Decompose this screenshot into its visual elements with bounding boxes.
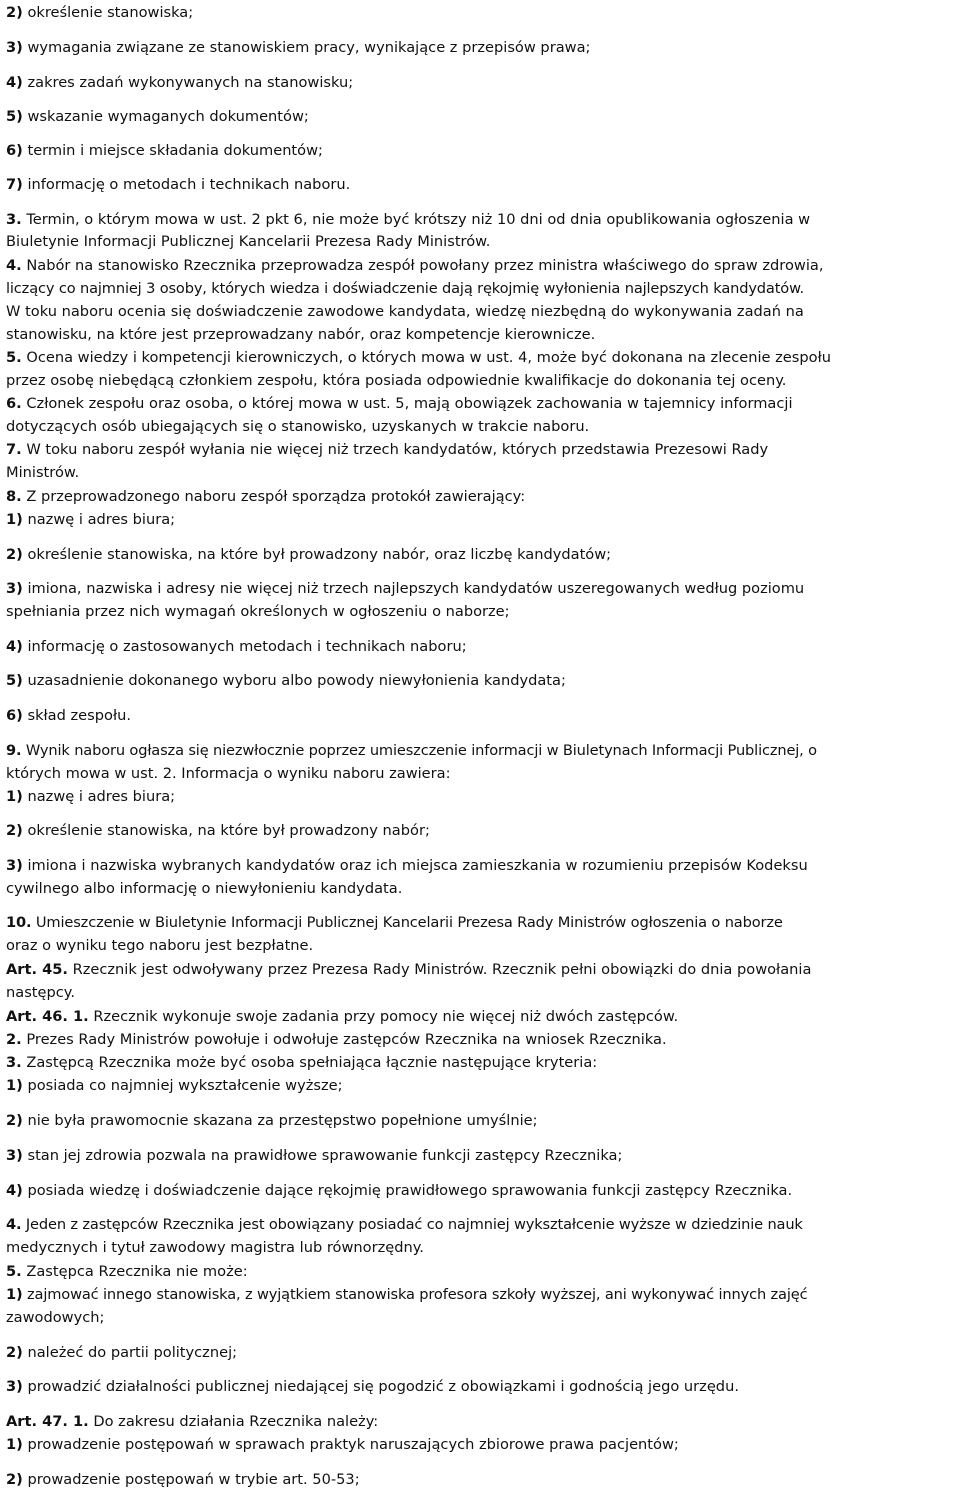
provision-number: 3) xyxy=(6,1147,23,1164)
document-line xyxy=(6,764,958,784)
document-line xyxy=(6,371,958,391)
provision-text: medycznych i tytuł zawodowy magistra lub równorzędny. xyxy=(6,1239,424,1256)
provision-number: 1) xyxy=(6,1286,23,1303)
provision-number: 1) xyxy=(6,1436,23,1453)
provision-text: Biuletynie Informacji Publicznej Kancelarii Prezesa Rady Ministrów. xyxy=(6,233,491,250)
document-line xyxy=(6,175,958,195)
document-line xyxy=(6,256,958,276)
document-line xyxy=(6,325,958,345)
provision-text: cywilnego albo informację o niewyłonieniu kandydata. xyxy=(6,880,403,897)
document-line xyxy=(6,602,958,622)
document-line xyxy=(6,1111,958,1131)
provision-text: Do zakresu działania Rzecznika należy: xyxy=(88,1413,379,1430)
document-line xyxy=(6,38,958,58)
provision-text: wskazanie wymaganych dokumentów; xyxy=(22,108,309,125)
document-line xyxy=(6,3,958,23)
provision-text: których mowa w ust. 2. Informacja o wyniku naboru zawiera: xyxy=(6,765,451,782)
provision-text: Rzecznik jest odwoływany przez Prezesa Rady Ministrów. Rzecznik pełni obowiązki do dnia powołania xyxy=(67,961,812,978)
provision-text: nazwę i adres biura; xyxy=(22,511,176,528)
provision-number: 4. xyxy=(6,257,22,274)
provision-number: 4) xyxy=(6,638,23,655)
provision-text: zakres zadań wykonywanych na stanowisku; xyxy=(22,74,354,91)
provision-text: posiada wiedzę i doświadczenie dające rękojmię prawidłowego sprawowania funkcji zastępcy Rzecznika. xyxy=(22,1182,793,1199)
provision-number: 2) xyxy=(6,1471,23,1488)
provision-text: imiona, nazwiska i adresy nie więcej niż trzech najlepszych kandydatów uszeregowanych według poziomu xyxy=(22,580,805,597)
document-line xyxy=(6,1412,958,1432)
document-line xyxy=(6,1470,958,1490)
document-line xyxy=(6,1308,958,1328)
provision-text: Zastępcą Rzecznika może być osoba spełniająca łącznie następujące kryteria: xyxy=(21,1054,598,1071)
provision-text: prowadzić działalności publicznej niedającej się pogodzić z obowiązkami i godnością jego urzędu. xyxy=(22,1378,739,1395)
provision-text: stan jej zdrowia pozwala na prawidłowe sprawowanie funkcji zastępcy Rzecznika; xyxy=(22,1147,623,1164)
provision-number: 7. xyxy=(6,441,22,458)
document-line xyxy=(6,545,958,565)
document-line xyxy=(6,440,958,460)
provision-number: 5. xyxy=(6,349,22,366)
document-line xyxy=(6,1215,958,1235)
provision-number: 1) xyxy=(6,1077,23,1094)
document-line xyxy=(6,706,958,726)
provision-number: 7) xyxy=(6,176,23,193)
provision-number: Art. 47. 1. xyxy=(6,1413,89,1430)
provision-number: 3) xyxy=(6,857,23,874)
provision-number: 5) xyxy=(6,672,23,689)
provision-text: prowadzenie postępowań w sprawach praktyk naruszających zbiorowe prawa pacjentów; xyxy=(22,1436,679,1453)
provision-number: 10. xyxy=(6,914,32,931)
document-line xyxy=(6,1146,958,1166)
document-line xyxy=(6,487,958,507)
provision-text: prowadzenie postępowań w trybie art. 50-53; xyxy=(22,1471,360,1488)
provision-number: 6) xyxy=(6,707,23,724)
provision-text: Prezes Rady Ministrów powołuje i odwołuje zastępców Rzecznika na wniosek Rzecznika. xyxy=(21,1031,667,1048)
document-line xyxy=(6,394,958,414)
document-line xyxy=(6,463,958,483)
provision-number: 3. xyxy=(6,1054,22,1071)
document-line xyxy=(6,960,958,980)
provision-text: nie była prawomocnie skazana za przestępstwo popełnione umyślnie; xyxy=(22,1112,538,1129)
provision-text: przez osobę niebędącą członkiem zespołu, która posiada odpowiednie kwalifikacje do dokonania tej oceny. xyxy=(6,372,787,389)
provision-number: 1) xyxy=(6,788,23,805)
document-line xyxy=(6,936,958,956)
provision-number: 2. xyxy=(6,1031,22,1048)
document-line xyxy=(6,107,958,127)
provision-number: 3) xyxy=(6,580,23,597)
document-line xyxy=(6,787,958,807)
provision-text: zajmować innego stanowiska, z wyjątkiem stanowiska profesora szkoły wyższej, ani wykonywać innych zajęć xyxy=(22,1286,808,1303)
document-line xyxy=(6,1435,958,1455)
document-line xyxy=(6,1285,958,1305)
provision-text: W toku naboru zespół wyłania nie więcej niż trzech kandydatów, których przedstawia Prezesowi Rady xyxy=(21,441,769,458)
provision-text: spełniania przez nich wymagań określonych w ogłoszeniu o naborze; xyxy=(6,603,510,620)
provision-text: Umieszczenie w Biuletynie Informacji Publicznej Kancelarii Prezesa Rady Ministrów ogłoszenia o naborze xyxy=(31,914,783,931)
provision-text: uzasadnienie dokonanego wyboru albo powody niewyłonienia kandydata; xyxy=(22,672,566,689)
document-line xyxy=(6,1053,958,1073)
provision-number: Art. 45. xyxy=(6,961,68,978)
provision-number: 4. xyxy=(6,1216,22,1233)
document-line xyxy=(6,1181,958,1201)
document-line xyxy=(6,983,958,1003)
document-line xyxy=(6,210,958,230)
document-line xyxy=(6,141,958,161)
provision-text: Rzecznik wykonuje swoje zadania przy pomocy nie więcej niż dwóch zastępców. xyxy=(88,1008,679,1025)
provision-text: W toku naboru ocenia się doświadczenie zawodowe kandydata, wiedzę niezbędną do wykonywania zadań na xyxy=(6,303,804,320)
provision-text: Jeden z zastępców Rzecznika jest obowiązany posiadać co najmniej wykształcenie wyższe w dziedzinie nauk xyxy=(21,1216,803,1233)
document-line xyxy=(6,741,958,761)
provision-number: 2) xyxy=(6,4,23,21)
provision-text: określenie stanowiska, na które był prowadzony nabór, oraz liczbę kandydatów; xyxy=(22,546,612,563)
provision-number: 3. xyxy=(6,211,22,228)
provision-text: Nabór na stanowisko Rzecznika przeprowadza zespół powołany przez ministra właściwego do spraw zdrowia, xyxy=(21,257,824,274)
provision-text: oraz o wyniku tego naboru jest bezpłatne. xyxy=(6,937,314,954)
provision-text: Członek zespołu oraz osoba, o której mowa w ust. 5, mają obowiązek zachowania w tajemnicy informacji xyxy=(21,395,793,412)
provision-number: 1) xyxy=(6,511,23,528)
provision-text: Wynik naboru ogłasza się niezwłocznie poprzez umieszczenie informacji w Biuletynach Informacji Publicznej, o xyxy=(21,742,817,759)
provision-text: Zastępca Rzecznika nie może: xyxy=(21,1263,248,1280)
document-line xyxy=(6,1262,958,1282)
provision-text: Termin, o którym mowa w ust. 2 pkt 6, nie może być krótszy niż 10 dni od dnia opublikowania ogłoszenia w xyxy=(21,211,811,228)
provision-text: dotyczących osób ubiegających się o stanowisko, uzyskanych w trakcie naboru. xyxy=(6,418,590,435)
document-line xyxy=(6,73,958,93)
document-line xyxy=(6,1343,958,1363)
document-line xyxy=(6,348,958,368)
provision-text: liczący co najmniej 3 osoby, których wiedza i doświadczenie dają rękojmię wyłonienia najlepszych kandydatów. xyxy=(6,280,804,297)
document-line xyxy=(6,1030,958,1050)
document-line xyxy=(6,279,958,299)
provision-number: 4) xyxy=(6,74,23,91)
document-line xyxy=(6,1007,958,1027)
document-line xyxy=(6,821,958,841)
provision-number: 9. xyxy=(6,742,22,759)
provision-text: następcy. xyxy=(6,984,75,1001)
provision-text: posiada co najmniej wykształcenie wyższe; xyxy=(22,1077,343,1094)
document-line xyxy=(6,879,958,899)
document-line xyxy=(6,913,958,933)
provision-text: imiona i nazwiska wybranych kandydatów oraz ich miejsca zamieszkania w rozumieniu przepisów Kodeksu xyxy=(22,857,808,874)
document-line xyxy=(6,1238,958,1258)
provision-number: 6) xyxy=(6,142,23,159)
document-line xyxy=(6,856,958,876)
document-line xyxy=(6,510,958,530)
document-line xyxy=(6,579,958,599)
provision-text: Ministrów. xyxy=(6,464,80,481)
provision-number: 8. xyxy=(6,488,22,505)
document-line xyxy=(6,417,958,437)
provision-text: termin i miejsce składania dokumentów; xyxy=(22,142,323,159)
provision-text: informację o metodach i technikach naboru. xyxy=(22,176,351,193)
provision-number: 5. xyxy=(6,1263,22,1280)
provision-text: zawodowych; xyxy=(6,1309,105,1326)
provision-text: należeć do partii politycznej; xyxy=(22,1344,238,1361)
provision-number: 6. xyxy=(6,395,22,412)
provision-text: informację o zastosowanych metodach i technikach naboru; xyxy=(22,638,467,655)
document-line xyxy=(6,637,958,657)
provision-number: 2) xyxy=(6,1344,23,1361)
provision-text: nazwę i adres biura; xyxy=(22,788,176,805)
provision-text: określenie stanowiska; xyxy=(22,4,194,21)
provision-number: 2) xyxy=(6,822,23,839)
provision-text: Ocena wiedzy i kompetencji kierowniczych, o których mowa w ust. 4, może być dokonana na zlecenie zespołu xyxy=(21,349,831,366)
provision-number: Art. 46. 1. xyxy=(6,1008,89,1025)
provision-number: 3) xyxy=(6,1378,23,1395)
provision-number: 2) xyxy=(6,1112,23,1129)
provision-text: stanowisku, na które jest przeprowadzany nabór, oraz kompetencje kierownicze. xyxy=(6,326,596,343)
provision-number: 4) xyxy=(6,1182,23,1199)
provision-text: określenie stanowiska, na które był prowadzony nabór; xyxy=(22,822,430,839)
provision-text: skład zespołu. xyxy=(22,707,131,724)
provision-text: Z przeprowadzonego naboru zespół sporządza protokół zawierający: xyxy=(21,488,526,505)
document-line xyxy=(6,1076,958,1096)
provision-number: 3) xyxy=(6,39,23,56)
document-line xyxy=(6,671,958,691)
document-line xyxy=(6,1377,958,1397)
provision-number: 5) xyxy=(6,108,23,125)
document-line xyxy=(6,302,958,322)
document-line xyxy=(6,232,958,252)
provision-number: 2) xyxy=(6,546,23,563)
provision-text: wymagania związane ze stanowiskiem pracy, wynikające z przepisów prawa; xyxy=(22,39,591,56)
